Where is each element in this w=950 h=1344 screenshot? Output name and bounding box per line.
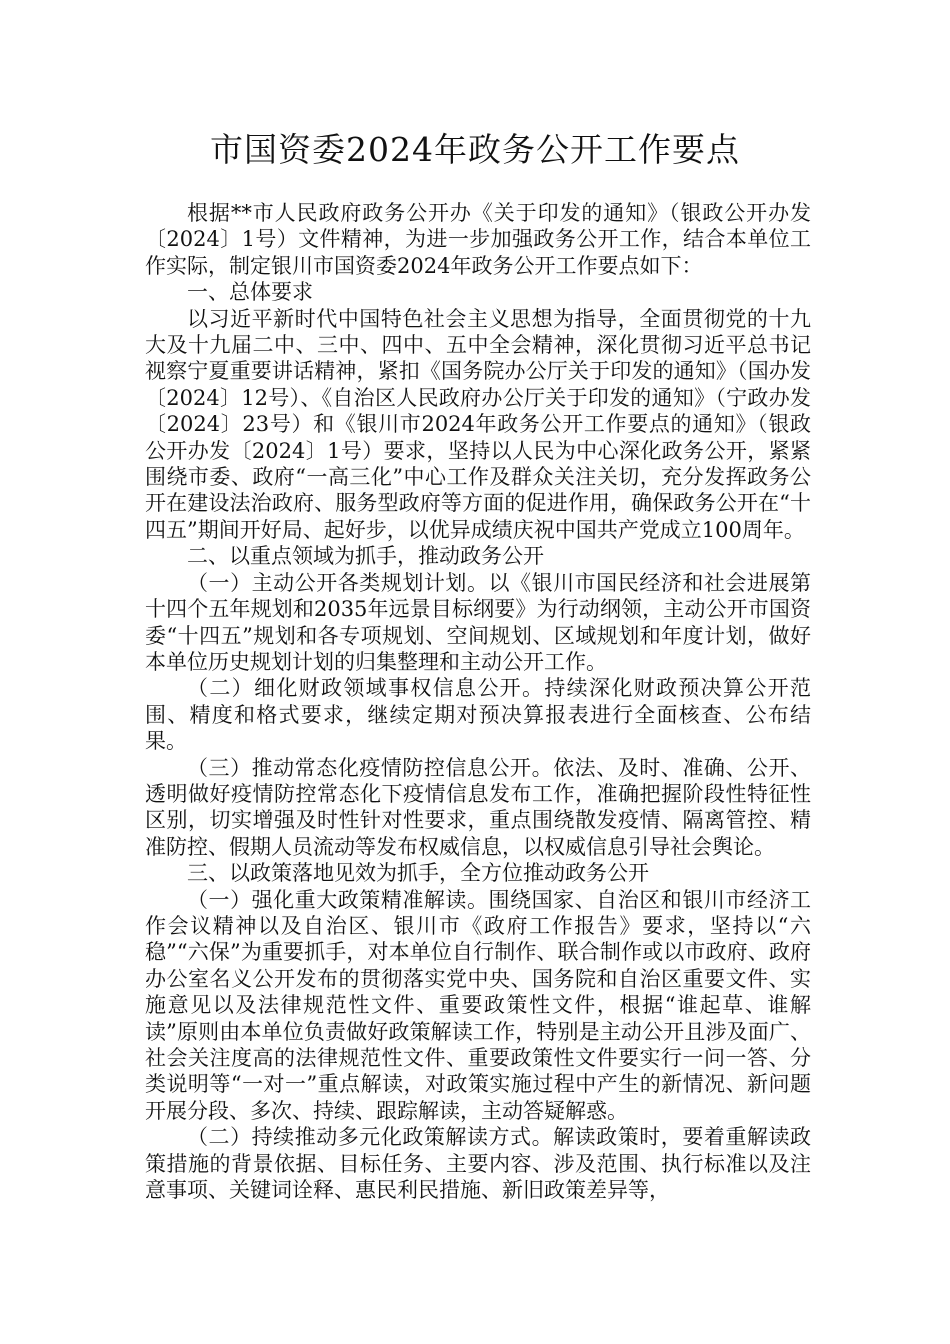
section-heading-1: 一、总体要求 [187,280,313,305]
document-body [145,200,811,1203]
body-paragraph: （二）持续推动多元化政策解读方式。解读政策时，要着重解读政策措施的背景依据、目标任务、主要内容、涉及范围、执行标准以及注意事项、关键词诠释、惠民利民措施、新旧政策差异等， [145,1125,811,1203]
body-paragraph: 以习近平新时代中国特色社会主义思想为指导，全面贯彻党的十九大及十九届二中、三中、四中、五中全会精神，深化贯彻习近平总书记视察宁夏重要讲话精神，紧扣《国务院办公厅关于印发的通知》（国办发〔2024〕12号）、《自治区人民政府办公厅关于印发的通知》（宁政办发〔2024〕23号）和《银川市2024年政务公开工作要点的通知》（银政公开办发〔2024〕1号）要求，坚持以人民为中心深化政务公开，紧紧围绕市委、政府“一高三化”中心工作及群众关注关切，充分发挥政务公开在建设法治政府、服务型政府等方面的促进作用，确保政务公开在“十四五”期间开好局、起好步，以优异成绩庆祝中国共产党成立100周年。 [145,306,811,542]
body-paragraph: （一）强化重大政策精准解读。围绕国家、自治区和银川市经济工作会议精神以及自治区、银川市《政府工作报告》要求，坚持以“六稳”“六保”为重要抓手，对本单位自行制作、联合制作或以市政府、政府办公室名义公开发布的贯彻落实党中央、国务院和自治区重要文件、实施意见以及法律规范性文件、重要政策性文件，根据“谁起草、谁解读”原则由本单位负责做好政策解读工作，特别是主动公开且涉及面广、社会关注度高的法律规范性文件、重要政策性文件要实行一问一答、分类说明等“一对一”重点解读，对政策实施过程中产生的新情况、新问题开展分段、多次、持续、跟踪解读，主动答疑解惑。 [145,887,811,1123]
section-heading-2: 二、以重点领域为抓手，推动政务公开 [187,544,544,569]
body-paragraph: （一）主动公开各类规划计划。以《银川市国民经济和社会进展第十四个五年规划和2035年远景目标纲要》为行动纲领，主动公开市国资委“十四五”规划和各专项规划、空间规划、区域规划和年度计划，做好本单位历史规划计划的归集整理和主动公开工作。 [145,570,811,674]
body-paragraph: （三）推动常态化疫情防控信息公开。依法、及时、准确、公开、透明做好疫情防控常态化下疫情信息发布工作，准确把握阶段性特征性区别，切实增强及时性针对性要求，重点围绕散发疫情、隔离管控、精准防控、假期人员流动等发布权威信息，以权威信息引导社会舆论。 [145,755,811,859]
section-heading-3: 三、以政策落地见效为抓手，全方位推动政务公开 [187,861,649,886]
document-title: 市国资委2024年政务公开工作要点 [210,130,740,169]
body-paragraph: （二）细化财政领域事权信息公开。持续深化财政预决算公开范围、精度和格式要求，继续定期对预决算报表进行全面核查、公布结果。 [145,676,811,754]
intro-paragraph: 根据**市人民政府政务公开办《关于印发的通知》（银政公开办发〔2024〕1号）文件精神，为进一步加强政务公开工作，结合本单位工作实际，制定银川市国资委2024年政务公开工作要点如下： [145,201,811,278]
